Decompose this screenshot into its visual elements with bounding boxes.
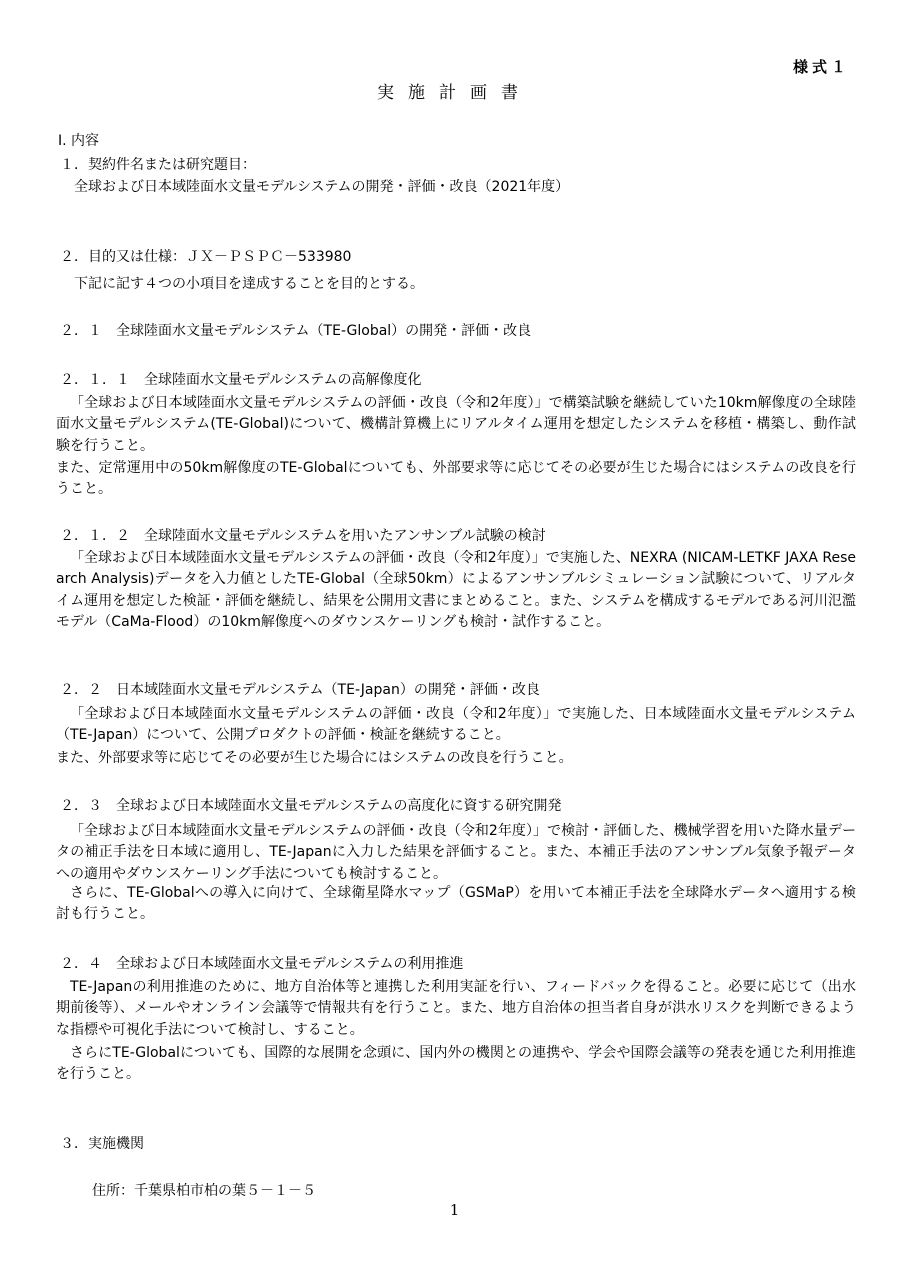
page-number: 1 bbox=[449, 1201, 460, 1219]
section-2-2-paragraph-2: また、外部要求等に応じてその必要が生じた場合にはシステムの改良を行うこと。 bbox=[56, 750, 573, 766]
section-2-1-heading: ２．１ 全球陸面水文量モデルシステム（TE-Global）の開発・評価・改良 bbox=[60, 323, 532, 339]
section-2-4-heading: ２．４ 全球および日本域陸面水文量モデルシステムの利用推進 bbox=[60, 956, 464, 972]
form-number: 様式１ bbox=[792, 58, 850, 76]
section-2-1-1-paragraph-1: 「全球および日本域陸面水文量モデルシステムの評価・改良（令和2年度）」で構築試験を継続していた10km解像度の全球陸面水文量モデルシステム(TE-Global)について、機構計算機上にリアルタイム運用を想定したシステムを移植・構築し、動作試験を行うこと。 bbox=[56, 395, 856, 454]
section-2-4-paragraph-1: TE-Japanの利用推進のために、地方自治体等と連携した利用実証を行い、フィードバックを得ること。必要に応じて（出水期前後等）、メールやオンライン会議等で情報共有を行うこと。また、地方自治体の担当者自身が洪水リスクを判断できるような指標や可視化手法について検討し、すること。 bbox=[56, 979, 856, 1038]
section-2-3-paragraph-1: 「全球および日本域陸面水文量モデルシステムの評価・改良（令和2年度）」で検討・評価した、機械学習を用いた降水量データの補正手法を日本域に適用し、TE-Japanに入力した結果を評価すること。また、本補正手法のアンサンブル気象予報データへの適用やダウンスケーリング手法についても検討すること。 bbox=[56, 823, 856, 882]
section-2-1-1-heading: ２．１．１ 全球陸面水文量モデルシステムの高解像度化 bbox=[60, 372, 422, 388]
section-2-4-paragraph-2: さらにTE-Globalについても、国際的な展開を念頭に、国内外の機関との連携や、学会や国際会議等の発表を通じた利用推進を行うこと。 bbox=[56, 1045, 856, 1083]
contract-title-label: １．契約件名または研究題目： bbox=[60, 157, 256, 173]
document-title: 実施計画書 bbox=[377, 83, 532, 103]
section-1-heading: I. 内容 bbox=[58, 133, 100, 149]
section-2-3-heading: ２．３ 全球および日本域陸面水文量モデルシステムの高度化に資する研究開発 bbox=[60, 798, 562, 814]
section-2-2-paragraph-1: 「全球および日本域陸面水文量モデルシステムの評価・改良（令和2年度）」で実施した、日本域陸面水文量モデルシステム（TE-Japan）について、公開プロダクトの評価・検証を継続すること。 bbox=[56, 706, 856, 744]
section-2-3-paragraph-2: さらに、TE-Globalへの導入に向けて、全球衛星降水マップ（GSMaP）を用いて本補正手法を全球降水データへ適用する検討も行うこと。 bbox=[56, 885, 856, 923]
section-3-heading: ３．実施機関 bbox=[60, 1136, 144, 1152]
institution-address: 住所：千葉県柏市柏の葉５－１－５ bbox=[92, 1183, 316, 1199]
section-2-intro: 下記に記す４つの小項目を達成することを目的とする。 bbox=[74, 276, 424, 292]
section-2-1-1-paragraph-2: また、定常運用中の50km解像度のTE-Globalについても、外部要求等に応じてその必要が生じた場合にはシステムの改良を行うこと。 bbox=[56, 460, 856, 498]
section-2-heading: ２．目的又は仕様：ＪＸ－ＰＳＰＣ－533980 bbox=[60, 249, 352, 265]
contract-title-value: 全球および日本域陸面水文量モデルシステムの開発・評価・改良（2021年度） bbox=[74, 179, 570, 195]
section-2-1-2-paragraph-1: 「全球および日本域陸面水文量モデルシステムの評価・改良（令和2年度）」で実施した、NEXRA (NICAM-LETKF JAXA Research Analysis)データを入力値としたTE-Global（全球50km）によるアンサンブルシミュレーション試験について、リアルタイム運用を想定した検証・評価を継続し、結果を公開用文書にまとめること。また、システムを構成するモデルである河川氾濫モデル（CaMa-Flood）の10km解像度へのダウンスケーリングも検討・試作すること。 bbox=[56, 550, 856, 630]
section-2-1-2-heading: ２．１．２ 全球陸面水文量モデルシステムを用いたアンサンブル試験の検討 bbox=[60, 528, 546, 544]
section-2-2-heading: ２．２ 日本域陸面水文量モデルシステム（TE-Japan）の開発・評価・改良 bbox=[60, 682, 540, 698]
